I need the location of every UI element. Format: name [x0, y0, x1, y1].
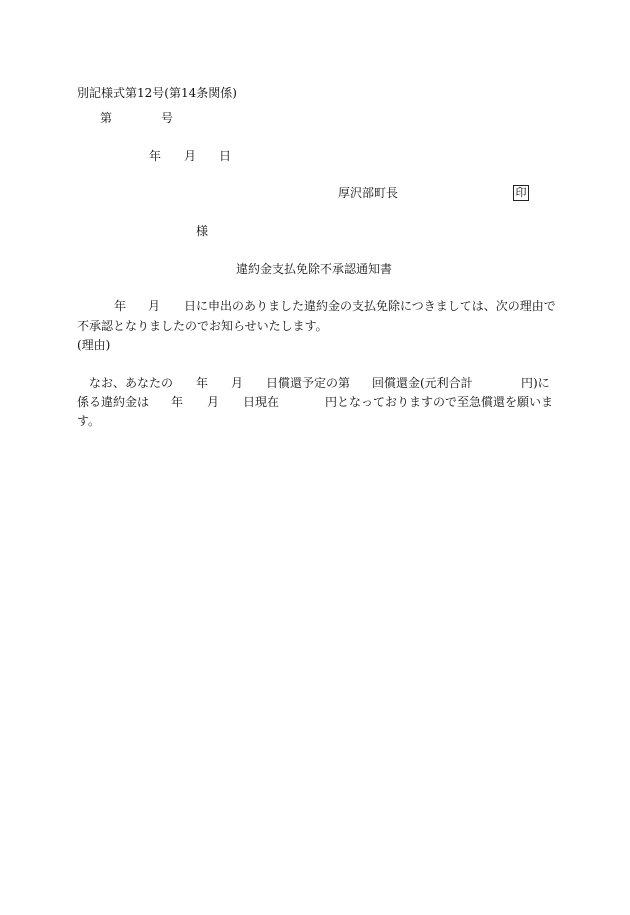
reason-label: (理由): [77, 338, 111, 352]
seal-mark: 印: [513, 185, 529, 201]
number-suffix: 号: [161, 111, 174, 125]
para1-year: 年: [114, 299, 127, 313]
para2-line2-c: 円となっておりますので至急償還を願いま: [325, 395, 554, 409]
document-title: 違約金支払免除不承認通知書: [236, 262, 393, 276]
para1-line2: 不承認となりましたのでお知らせいたします。: [77, 319, 328, 333]
para2-line2-b: 日現在: [243, 395, 280, 409]
para2-line3: す。: [77, 414, 101, 428]
para2-line1-a: なお、あなたの: [89, 376, 174, 390]
issuer-title: 厚沢部町長: [338, 186, 399, 200]
number-prefix: 第: [100, 111, 113, 125]
date-month: 月: [184, 149, 197, 163]
form-label: 別記様式第12号(第14条関係): [77, 86, 237, 100]
date-day: 日: [219, 149, 232, 163]
para2-line1-year: 年: [196, 376, 209, 390]
para2-line1-c: 回償還金(元利合計: [372, 376, 473, 390]
para2-line1-b: 日償還予定の第: [266, 376, 351, 390]
para2-line2-month: 月: [207, 395, 220, 409]
para2-line2-year: 年: [171, 395, 184, 409]
addressee-suffix: 様: [196, 224, 209, 238]
date-year: 年: [149, 149, 162, 163]
para2-line1-month: 月: [231, 376, 244, 390]
para2-line2-a: 係る違約金は: [77, 395, 150, 409]
para2-line1-d: 円)に: [521, 376, 550, 390]
para1-text: 日に申出のありました違約金の支払免除につきましては、次の理由で: [184, 299, 556, 313]
para1-month: 月: [148, 299, 161, 313]
